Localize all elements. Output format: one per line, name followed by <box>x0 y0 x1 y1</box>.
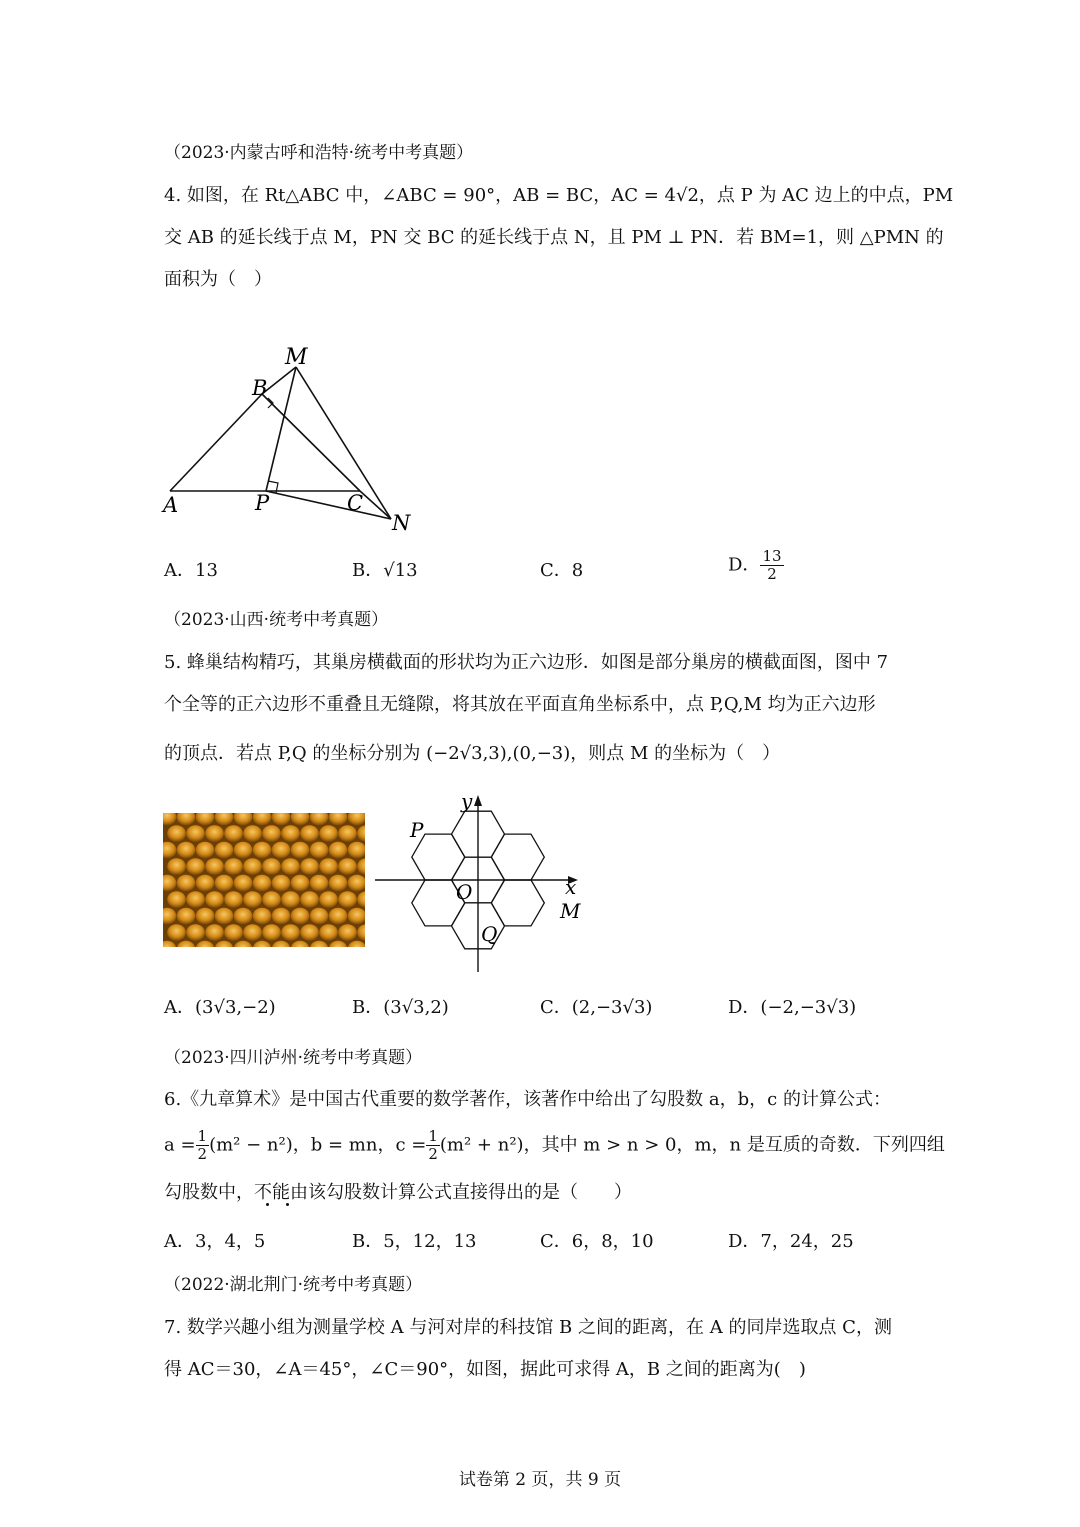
honeycomb-cell <box>234 842 253 859</box>
honeycomb-cell <box>300 924 319 941</box>
fraction-denominator: 2 <box>197 1145 208 1163</box>
q6-text-line3: 勾股数中，不能由该勾股数计算公式直接得出的是（ ） <box>164 1182 632 1203</box>
honeycomb-cell <box>224 858 243 875</box>
q5-label-O: O <box>456 880 473 904</box>
q5-text-line1: 5. 蜂巢结构精巧，其巢房横截面的形状均为正六边形．如图是部分巢房的横截面图，图中 7 <box>164 652 889 673</box>
q7-source: （2022·湖北荆门·统考中考真题） <box>164 1275 423 1295</box>
q6-formula-part1: (m² − n²)，b = mn，c = <box>209 1134 427 1156</box>
honeycomb-cell <box>205 858 224 875</box>
honeycomb-cell <box>234 908 253 925</box>
honeycomb-cell <box>291 908 310 925</box>
q5-source: （2023·山西·统考中考真题） <box>164 610 389 630</box>
q4-option-d-fraction <box>760 548 783 583</box>
honeycomb-photo <box>163 813 365 947</box>
honeycomb-cell <box>338 858 357 875</box>
honeycomb-cell <box>272 875 291 892</box>
honeycomb-cell <box>205 825 224 842</box>
emphasis-dot <box>266 1203 269 1206</box>
q6-text-line1: 6.《九章算术》是中国古代重要的数学著作，该著作中给出了勾股数 a，b，c 的计算公式： <box>164 1089 891 1110</box>
q6-option-c: C．6，8，10 <box>540 1231 654 1252</box>
honeycomb-cell <box>196 842 215 859</box>
q6-option-b: B．5，12，13 <box>352 1231 477 1252</box>
fraction-numerator: 1 <box>197 1127 208 1145</box>
honeycomb-cell <box>167 825 186 842</box>
honeycomb-cell <box>310 875 329 892</box>
honeycomb-cell <box>167 924 186 941</box>
honeycomb-cell <box>215 842 234 859</box>
q5-label-M: M <box>560 899 581 923</box>
q4-option-d-prefix: D． <box>728 554 761 576</box>
honeycomb-cell <box>243 924 262 941</box>
honeycomb-cell <box>243 891 262 908</box>
honeycomb-cell <box>262 858 281 875</box>
honeycomb-cell <box>215 908 234 925</box>
fraction-numerator: 13 <box>762 547 782 565</box>
q4-option-b-prefix: B． <box>352 560 384 581</box>
honeycomb-cell <box>224 825 243 842</box>
q5-option-a: A．(3√3,−2) <box>164 997 276 1018</box>
honeycomb-cell <box>243 825 262 842</box>
honeycomb-cell <box>329 875 348 892</box>
hexagon <box>491 880 544 926</box>
honeycomb-cell <box>272 842 291 859</box>
hexagon <box>491 834 544 880</box>
honeycomb-cell <box>205 891 224 908</box>
honeycomb-cell <box>291 842 310 859</box>
honeycomb-cell <box>186 825 205 842</box>
honeycomb-cell <box>196 875 215 892</box>
q6-fraction-half-2 <box>426 1128 440 1163</box>
honeycomb-cell <box>253 908 272 925</box>
honeycomb-cell <box>243 858 262 875</box>
q4-source: （2023·内蒙古呼和浩特·统考中考真题） <box>164 143 474 163</box>
q5-option-c: C．(2,−3√3) <box>540 997 653 1018</box>
q4-text-line3: 面积为（ ） <box>164 269 272 290</box>
q4-option-d <box>728 548 784 583</box>
honeycomb-cell <box>338 924 357 941</box>
q4-label-N: N <box>392 511 411 535</box>
honeycomb-cell <box>310 908 329 925</box>
honeycomb-cell <box>234 875 253 892</box>
honeycomb-cell <box>281 891 300 908</box>
page-footer: 试卷第 2 页，共 9 页 <box>458 1470 622 1490</box>
honeycomb-cell <box>167 858 186 875</box>
q6-fraction-half <box>196 1128 210 1163</box>
honeycomb-cell <box>177 842 196 859</box>
honeycomb-cell <box>186 924 205 941</box>
q4-option-b <box>352 559 418 583</box>
q5-hexagon-coordinate-figure <box>370 790 585 975</box>
honeycomb-cell <box>224 924 243 941</box>
honeycomb-cell <box>281 858 300 875</box>
honeycomb-cell <box>319 825 338 842</box>
honeycomb-cell <box>319 891 338 908</box>
honeycomb-cell <box>205 924 224 941</box>
q5-option-d: D．(−2,−3√3) <box>728 997 857 1018</box>
honeycomb-cell <box>310 842 329 859</box>
q4-text-line2: 交 AB 的延长线于点 M，PN 交 BC 的延长线于点 N，且 PM ⊥ PN．若 BM=1，则 △PMN 的 <box>164 227 944 248</box>
honeycomb-cell <box>281 924 300 941</box>
emphasis-dot <box>286 1203 289 1206</box>
q4-label-B: B <box>252 376 268 400</box>
honeycomb-cell <box>177 875 196 892</box>
honeycomb-cell <box>319 924 338 941</box>
honeycomb-cell <box>196 908 215 925</box>
q5-label-y: y <box>461 790 473 813</box>
q4-label-A: A <box>163 493 179 517</box>
q4-label-P: P <box>255 491 270 515</box>
q6-option-a: A．3，4，5 <box>164 1231 266 1252</box>
q4-option-a: A．13 <box>164 560 218 581</box>
q5-label-Q: Q <box>481 922 498 946</box>
honeycomb-cell <box>177 908 196 925</box>
q5-label-x: x <box>565 875 577 899</box>
honeycomb-cell <box>262 924 281 941</box>
honeycomb-cell <box>329 908 348 925</box>
q7-text-line2: 得 AC＝30，∠A＝45°，∠C＝90°，如图，据此可求得 A，B 之间的距离为( ) <box>164 1359 806 1380</box>
q4-option-b-value: √13 <box>383 560 418 581</box>
q5-text-line2: 个全等的正六边形不重叠且无缝隙，将其放在平面直角坐标系中，点 P,Q,M 均为正六边形 <box>164 694 876 715</box>
q5-label-P: P <box>410 818 424 842</box>
q4-label-C: C <box>347 491 364 515</box>
honeycomb-cell <box>253 875 272 892</box>
honeycomb-cell <box>167 891 186 908</box>
fraction-numerator: 1 <box>428 1127 438 1145</box>
honeycomb-cell <box>329 842 348 859</box>
q6-source: （2023·四川泸州·统考中考真题） <box>164 1048 423 1068</box>
honeycomb-cell <box>319 858 338 875</box>
q7-text-line1: 7. 数学兴趣小组为测量学校 A 与河对岸的科技馆 B 之间的距离，在 A 的同岸选取点 C，测 <box>164 1317 892 1338</box>
fraction-denominator: 2 <box>428 1145 438 1163</box>
honeycomb-cell <box>272 908 291 925</box>
q6-formula-a: a = <box>164 1134 196 1156</box>
fraction-denominator: 2 <box>767 565 777 583</box>
honeycomb-cell <box>186 891 205 908</box>
q5-text-line3: 的顶点．若点 P,Q 的坐标分别为 (−2√3,3),(0,−3)，则点 M 的坐标为（ ） <box>164 743 781 764</box>
q4-triangle-figure <box>150 335 440 545</box>
honeycomb-cell <box>300 825 319 842</box>
q5-option-b: B．(3√3,2) <box>352 997 449 1018</box>
honeycomb-cell <box>338 891 357 908</box>
q4-option-c: C．8 <box>540 560 584 581</box>
honeycomb-cell <box>262 825 281 842</box>
honeycomb-cell <box>338 825 357 842</box>
honeycomb-cell <box>291 875 310 892</box>
q6-formula-part2: (m² + n²)，其中 m > n > 0，m，n 是互质的奇数．下列四组 <box>439 1134 945 1156</box>
q4-text-line1: 4. 如图，在 Rt△ABC 中，∠ABC = 90°，AB = BC，AC = 4√2，点 P 为 AC 边上的中点，PM <box>164 185 954 206</box>
q6-option-d: D．7，24，25 <box>728 1231 854 1252</box>
honeycomb-cell <box>262 891 281 908</box>
q6-text-line2 <box>164 1128 945 1163</box>
honeycomb-cell <box>300 891 319 908</box>
q4-label-M: M <box>285 345 308 370</box>
honeycomb-cell <box>281 825 300 842</box>
honeycomb-cell <box>215 875 234 892</box>
honeycomb-cell <box>224 891 243 908</box>
honeycomb-cell <box>186 858 205 875</box>
honeycomb-cell <box>253 842 272 859</box>
honeycomb-image <box>163 813 365 947</box>
honeycomb-cell <box>300 858 319 875</box>
